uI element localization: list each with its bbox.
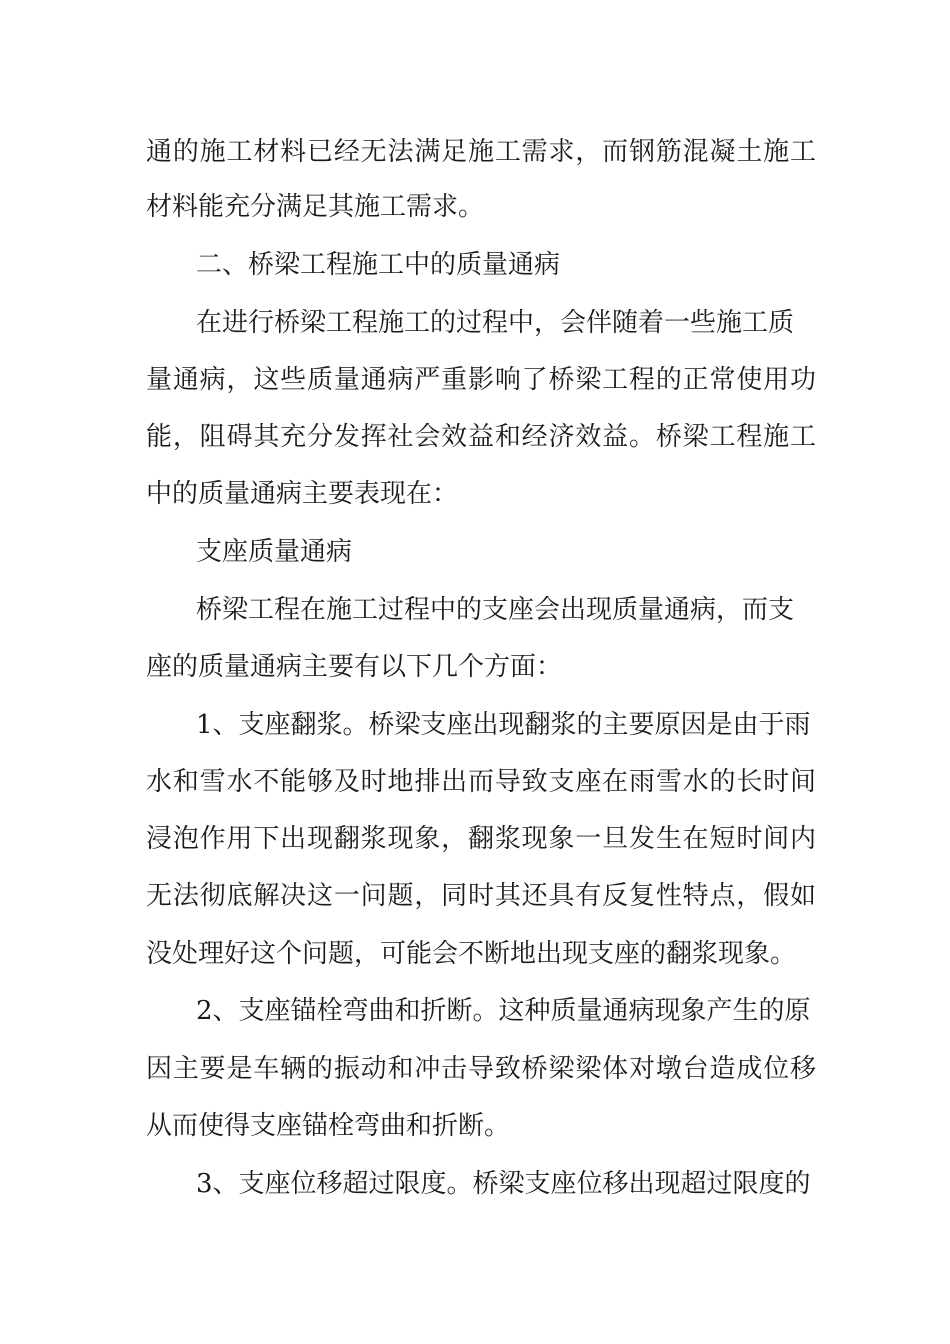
text-line: 因主要是车辆的振动和冲击导致桥梁梁体对墩台造成位移	[146, 1054, 816, 1084]
section-heading: 二、桥梁工程施工中的质量通病	[196, 250, 561, 280]
text-line: 没处理好这个问题，可能会不断地出现支座的翻浆现象。	[146, 939, 797, 969]
text-line: 材料能充分满足其施工需求。	[146, 192, 485, 222]
text-line: 2、支座锚栓弯曲和折断。这种质量通病现象产生的原	[196, 996, 811, 1026]
text-line: 量通病，这些质量通病严重影响了桥梁工程的正常使用功	[146, 365, 816, 395]
text-line: 3、支座位移超过限度。桥梁支座位移出现超过限度的	[196, 1169, 811, 1199]
text-line: 座的质量通病主要有以下几个方面：	[146, 652, 563, 682]
text-line: 无法彻底解决这一问题，同时其还具有反复性特点，假如	[146, 881, 816, 911]
text-line: 浸泡作用下出现翻浆现象，翻浆现象一旦发生在短时间内	[146, 824, 816, 854]
text-line: 水和雪水不能够及时地排出而导致支座在雨雪水的长时间	[146, 767, 816, 797]
text-line: 1、支座翻浆。桥梁支座出现翻浆的主要原因是由于雨	[196, 710, 811, 740]
text-line: 能，阻碍其充分发挥社会效益和经济效益。桥梁工程施工	[146, 422, 816, 452]
subsection-heading: 支座质量通病	[196, 537, 353, 567]
text-line: 从而使得支座锚栓弯曲和折断。	[146, 1111, 511, 1141]
text-line: 桥梁工程在施工过程中的支座会出现质量通病，而支	[196, 595, 795, 625]
text-line: 在进行桥梁工程施工的过程中，会伴随着一些施工质	[196, 308, 795, 338]
text-line: 中的质量通病主要表现在：	[146, 479, 459, 509]
text-line: 通的施工材料已经无法满足施工需求，而钢筋混凝土施工	[146, 137, 816, 167]
